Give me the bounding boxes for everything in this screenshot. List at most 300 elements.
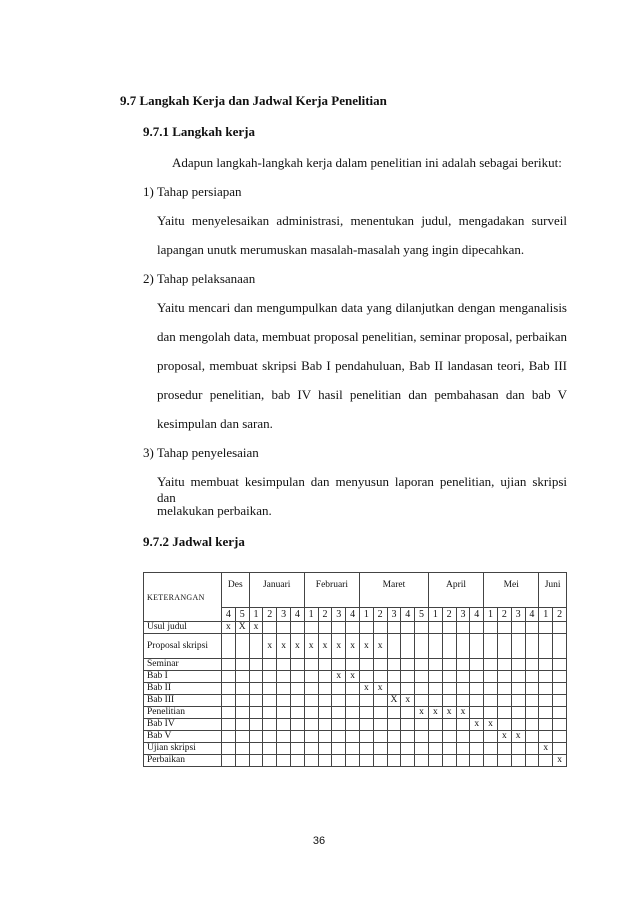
month-header: Mei (484, 573, 539, 608)
schedule-cell (346, 622, 360, 634)
schedule-cell (497, 683, 511, 695)
week-header: 4 (290, 608, 304, 622)
schedule-cell (525, 743, 539, 755)
schedule-cell (318, 695, 332, 707)
schedule-cell (304, 695, 318, 707)
schedule-cell: x (222, 622, 236, 634)
schedule-cell: x (415, 707, 429, 719)
schedule-cell (456, 671, 470, 683)
schedule-cell (497, 622, 511, 634)
schedule-cell (332, 731, 346, 743)
schedule-cell (359, 695, 373, 707)
schedule-cell (387, 707, 401, 719)
schedule-cell (470, 707, 484, 719)
schedule-cell (511, 659, 525, 671)
schedule-cell (235, 755, 249, 767)
schedule-cell: x (401, 695, 415, 707)
schedule-cell (415, 659, 429, 671)
table-row (144, 755, 567, 767)
schedule-cell (484, 731, 498, 743)
schedule-cell (290, 755, 304, 767)
section-title: 9.7 Langkah Kerja dan Jadwal Kerja Penelitian (120, 93, 387, 108)
schedule-cell (263, 622, 277, 634)
schedule-cell (497, 719, 511, 731)
schedule-cell (539, 659, 553, 671)
schedule-cell (263, 671, 277, 683)
schedule-cell (539, 719, 553, 731)
schedule-cell (304, 743, 318, 755)
schedule-cell (415, 755, 429, 767)
schedule-cell (222, 719, 236, 731)
schedule-cell (249, 731, 263, 743)
schedule-cell (387, 755, 401, 767)
schedule-cell (249, 755, 263, 767)
schedule-cell (415, 695, 429, 707)
schedule-cell (373, 707, 387, 719)
schedule-cell (511, 743, 525, 755)
schedule-cell (401, 683, 415, 695)
schedule-cell (553, 707, 567, 719)
schedule-cell (456, 743, 470, 755)
schedule-cell (359, 622, 373, 634)
schedule-cell (290, 671, 304, 683)
table-row (144, 683, 567, 695)
week-header: 3 (332, 608, 346, 622)
table-row (144, 671, 567, 683)
schedule-cell (525, 659, 539, 671)
schedule-cell (525, 707, 539, 719)
step-text-line: Yaitu mencari dan mengumpulkan data yang dilanjutkan dengan menganalisis (157, 300, 567, 315)
schedule-cell (428, 719, 442, 731)
step-heading-persiapan: 1) Tahap persiapan (143, 184, 242, 199)
schedule-cell: x (332, 671, 346, 683)
schedule-cell (539, 634, 553, 659)
month-header: Januari (249, 573, 304, 608)
schedule-cell (525, 683, 539, 695)
schedule-cell (525, 671, 539, 683)
schedule-cell (332, 695, 346, 707)
schedule-cell (470, 755, 484, 767)
schedule-cell (539, 707, 553, 719)
schedule-cell (470, 683, 484, 695)
schedule-cell (415, 731, 429, 743)
schedule-cell (497, 634, 511, 659)
activity-label: Seminar (144, 659, 222, 671)
schedule-cell: X (235, 622, 249, 634)
schedule-cell (539, 683, 553, 695)
schedule-cell (304, 707, 318, 719)
schedule-cell (511, 755, 525, 767)
schedule-cell (442, 719, 456, 731)
schedule-cell (222, 683, 236, 695)
schedule-cell (428, 755, 442, 767)
table-row (144, 622, 567, 634)
schedule-cell (249, 719, 263, 731)
schedule-cell (318, 659, 332, 671)
schedule-cell (235, 707, 249, 719)
table-row (144, 743, 567, 755)
step-text-line: melakukan perbaikan. (157, 503, 272, 518)
schedule-cell (222, 707, 236, 719)
schedule-cell (387, 622, 401, 634)
schedule-cell (318, 622, 332, 634)
schedule-cell (373, 719, 387, 731)
schedule-cell (497, 707, 511, 719)
table-row (144, 707, 567, 719)
schedule-cell (553, 634, 567, 659)
schedule-cell (263, 707, 277, 719)
schedule-cell (456, 622, 470, 634)
week-header: 4 (346, 608, 360, 622)
schedule-cell (484, 659, 498, 671)
schedule-cell (304, 731, 318, 743)
schedule-cell (263, 743, 277, 755)
schedule-cell (235, 683, 249, 695)
week-header: 5 (235, 608, 249, 622)
schedule-cell (387, 731, 401, 743)
intro-paragraph: Adapun langkah-langkah kerja dalam penelitian ini adalah sebagai berikut: (172, 155, 562, 170)
schedule-cell (470, 671, 484, 683)
schedule-cell (470, 634, 484, 659)
schedule-cell (553, 659, 567, 671)
schedule-cell: x (511, 731, 525, 743)
schedule-cell (346, 755, 360, 767)
schedule-cell (359, 743, 373, 755)
schedule-cell (222, 695, 236, 707)
table-row (144, 634, 567, 659)
schedule-cell (442, 743, 456, 755)
schedule-cell (401, 731, 415, 743)
schedule-cell (456, 719, 470, 731)
schedule-cell (511, 695, 525, 707)
step-text-line: dan mengolah data, membuat proposal penelitian, seminar proposal, perbaikan (157, 329, 567, 344)
month-header: Des (222, 573, 250, 608)
schedule-cell (346, 659, 360, 671)
table-row (144, 731, 567, 743)
schedule-cell (525, 634, 539, 659)
schedule-cell (222, 755, 236, 767)
schedule-cell (359, 707, 373, 719)
week-header: 1 (484, 608, 498, 622)
schedule-cell (277, 622, 291, 634)
schedule-cell (511, 622, 525, 634)
table-row (144, 719, 567, 731)
week-header: 2 (553, 608, 567, 622)
week-header: 5 (415, 608, 429, 622)
schedule-cell (346, 719, 360, 731)
schedule-cell: x (359, 634, 373, 659)
schedule-cell (511, 683, 525, 695)
schedule-cell (373, 622, 387, 634)
schedule-cell (553, 622, 567, 634)
schedule-cell (415, 622, 429, 634)
week-header: 1 (359, 608, 373, 622)
schedule-cell (387, 743, 401, 755)
week-header: 2 (373, 608, 387, 622)
schedule-cell (249, 683, 263, 695)
schedule-cell (332, 622, 346, 634)
schedule-cell (222, 731, 236, 743)
schedule-table (143, 572, 567, 767)
schedule-cell (290, 731, 304, 743)
schedule-cell (484, 683, 498, 695)
schedule-cell (373, 671, 387, 683)
schedule-cell (235, 695, 249, 707)
schedule-cell (428, 683, 442, 695)
week-header: 4 (401, 608, 415, 622)
schedule-cell (525, 719, 539, 731)
schedule-cell (304, 719, 318, 731)
schedule-cell: x (442, 707, 456, 719)
schedule-cell (456, 659, 470, 671)
schedule-cell: x (359, 683, 373, 695)
week-header: 1 (428, 608, 442, 622)
schedule-cell (442, 634, 456, 659)
schedule-cell (484, 707, 498, 719)
month-header: April (428, 573, 483, 608)
schedule-cell (373, 695, 387, 707)
schedule-cell (428, 731, 442, 743)
schedule-cell (249, 634, 263, 659)
schedule-cell (442, 671, 456, 683)
schedule-cell (359, 755, 373, 767)
schedule-cell: x (497, 731, 511, 743)
schedule-cell (318, 743, 332, 755)
schedule-cell (249, 695, 263, 707)
schedule-cell (442, 695, 456, 707)
schedule-cell (539, 755, 553, 767)
schedule-cell (263, 683, 277, 695)
schedule-cell (277, 719, 291, 731)
activity-label: Bab I (144, 671, 222, 683)
activity-label: Proposal skripsi (144, 634, 222, 659)
activity-label: Bab II (144, 683, 222, 695)
step-text-line: kesimpulan dan saran. (157, 416, 273, 431)
week-header: 3 (511, 608, 525, 622)
week-header: 3 (277, 608, 291, 622)
schedule-cell (525, 731, 539, 743)
week-header: 2 (318, 608, 332, 622)
schedule-cell (428, 695, 442, 707)
schedule-cell: x (484, 719, 498, 731)
schedule-cell: X (387, 695, 401, 707)
schedule-cell: x (318, 634, 332, 659)
schedule-cell (277, 707, 291, 719)
schedule-cell (235, 731, 249, 743)
schedule-cell (484, 755, 498, 767)
schedule-cell (304, 683, 318, 695)
schedule-cell (470, 695, 484, 707)
step-text-line: prosedur penelitian, bab IV hasil penelitian dan pembahasan dan bab V (157, 387, 567, 402)
schedule-cell (290, 659, 304, 671)
schedule-cell (428, 622, 442, 634)
schedule-cell (277, 755, 291, 767)
schedule-cell (401, 755, 415, 767)
schedule-cell: x (373, 683, 387, 695)
schedule-cell (373, 743, 387, 755)
schedule-cell (401, 634, 415, 659)
schedule-cell (346, 683, 360, 695)
schedule-cell (387, 671, 401, 683)
schedule-cell (456, 634, 470, 659)
schedule-cell (318, 731, 332, 743)
schedule-cell (442, 683, 456, 695)
schedule-cell: x (539, 743, 553, 755)
schedule-cell (359, 719, 373, 731)
schedule-cell (442, 622, 456, 634)
schedule-cell (304, 671, 318, 683)
activity-label: Bab III (144, 695, 222, 707)
schedule-cell (304, 622, 318, 634)
week-header: 3 (456, 608, 470, 622)
schedule-cell (428, 743, 442, 755)
schedule-cell (290, 622, 304, 634)
schedule-cell (539, 731, 553, 743)
activity-label: Penelitian (144, 707, 222, 719)
schedule-cell (373, 731, 387, 743)
schedule-cell: x (428, 707, 442, 719)
schedule-cell (304, 659, 318, 671)
schedule-cell (290, 743, 304, 755)
schedule-cell (235, 719, 249, 731)
week-header: 4 (222, 608, 236, 622)
schedule-cell (346, 695, 360, 707)
schedule-cell (511, 634, 525, 659)
schedule-cell (346, 707, 360, 719)
schedule-cell (497, 659, 511, 671)
schedule-cell: x (553, 755, 567, 767)
schedule-cell (484, 622, 498, 634)
week-header: 2 (442, 608, 456, 622)
schedule-cell (497, 671, 511, 683)
schedule-cell (318, 755, 332, 767)
schedule-cell (359, 671, 373, 683)
schedule-cell (318, 671, 332, 683)
schedule-cell (318, 719, 332, 731)
week-header: 1 (304, 608, 318, 622)
schedule-cell (222, 671, 236, 683)
schedule-cell (401, 707, 415, 719)
schedule-cell (290, 683, 304, 695)
schedule-cell (456, 731, 470, 743)
schedule-cell (387, 719, 401, 731)
schedule-cell (332, 683, 346, 695)
schedule-cell (277, 743, 291, 755)
schedule-cell (263, 755, 277, 767)
schedule-cell (415, 671, 429, 683)
schedule-cell (470, 659, 484, 671)
schedule-cell (428, 671, 442, 683)
schedule-cell (497, 755, 511, 767)
schedule-cell (415, 634, 429, 659)
schedule-cell (553, 719, 567, 731)
schedule-cell (539, 695, 553, 707)
schedule-cell: x (373, 634, 387, 659)
table-row (144, 659, 567, 671)
schedule-cell (290, 695, 304, 707)
schedule-cell (428, 659, 442, 671)
schedule-cell (415, 743, 429, 755)
schedule-cell (387, 683, 401, 695)
activity-label: Ujian skripsi (144, 743, 222, 755)
schedule-cell (235, 671, 249, 683)
schedule-cell (346, 743, 360, 755)
schedule-cell (222, 634, 236, 659)
schedule-cell (525, 622, 539, 634)
schedule-cell: x (263, 634, 277, 659)
table-row (144, 695, 567, 707)
schedule-cell (484, 743, 498, 755)
schedule-cell: x (346, 634, 360, 659)
schedule-cell (442, 659, 456, 671)
schedule-cell (470, 731, 484, 743)
schedule-cell (401, 743, 415, 755)
week-header: 2 (263, 608, 277, 622)
schedule-cell (553, 671, 567, 683)
schedule-cell (263, 659, 277, 671)
step-heading-penyelesaian: 3) Tahap penyelesaian (143, 445, 259, 460)
activity-label: Perbaikan (144, 755, 222, 767)
schedule-cell (373, 755, 387, 767)
month-header: Februari (304, 573, 359, 608)
schedule-cell: x (346, 671, 360, 683)
schedule-cell (249, 659, 263, 671)
schedule-cell (525, 695, 539, 707)
schedule-cell (332, 755, 346, 767)
schedule-cell: x (290, 634, 304, 659)
schedule-cell (484, 695, 498, 707)
schedule-cell (470, 743, 484, 755)
schedule-cell (497, 695, 511, 707)
schedule-cell (235, 743, 249, 755)
schedule-cell (318, 683, 332, 695)
schedule-cell (484, 671, 498, 683)
schedule-cell (249, 743, 263, 755)
schedule-cell (456, 683, 470, 695)
schedule-cell (401, 622, 415, 634)
schedule-cell (277, 731, 291, 743)
week-header: 4 (470, 608, 484, 622)
schedule-cell (497, 743, 511, 755)
subsection-title-jadwal-kerja: 9.7.2 Jadwal kerja (143, 534, 245, 549)
schedule-cell (277, 671, 291, 683)
activity-label: Bab IV (144, 719, 222, 731)
schedule-cell (401, 719, 415, 731)
schedule-cell (553, 683, 567, 695)
schedule-cell (318, 707, 332, 719)
schedule-cell (359, 731, 373, 743)
schedule-cell (470, 622, 484, 634)
schedule-cell (332, 743, 346, 755)
schedule-cell (277, 659, 291, 671)
schedule-cell (415, 683, 429, 695)
schedule-cell (401, 671, 415, 683)
activity-label: Bab V (144, 731, 222, 743)
schedule-cell (553, 731, 567, 743)
schedule-cell (428, 634, 442, 659)
schedule-cell (304, 755, 318, 767)
step-text-line: proposal, membuat skripsi Bab I pendahuluan, Bab II landasan teori, Bab III (157, 358, 567, 373)
schedule-cell (553, 695, 567, 707)
schedule-cell (290, 719, 304, 731)
schedule-cell (346, 731, 360, 743)
schedule-cell (222, 659, 236, 671)
schedule-cell (277, 683, 291, 695)
schedule-cell: x (332, 634, 346, 659)
schedule-cell (263, 731, 277, 743)
schedule-cell (332, 707, 346, 719)
schedule-cell (456, 695, 470, 707)
